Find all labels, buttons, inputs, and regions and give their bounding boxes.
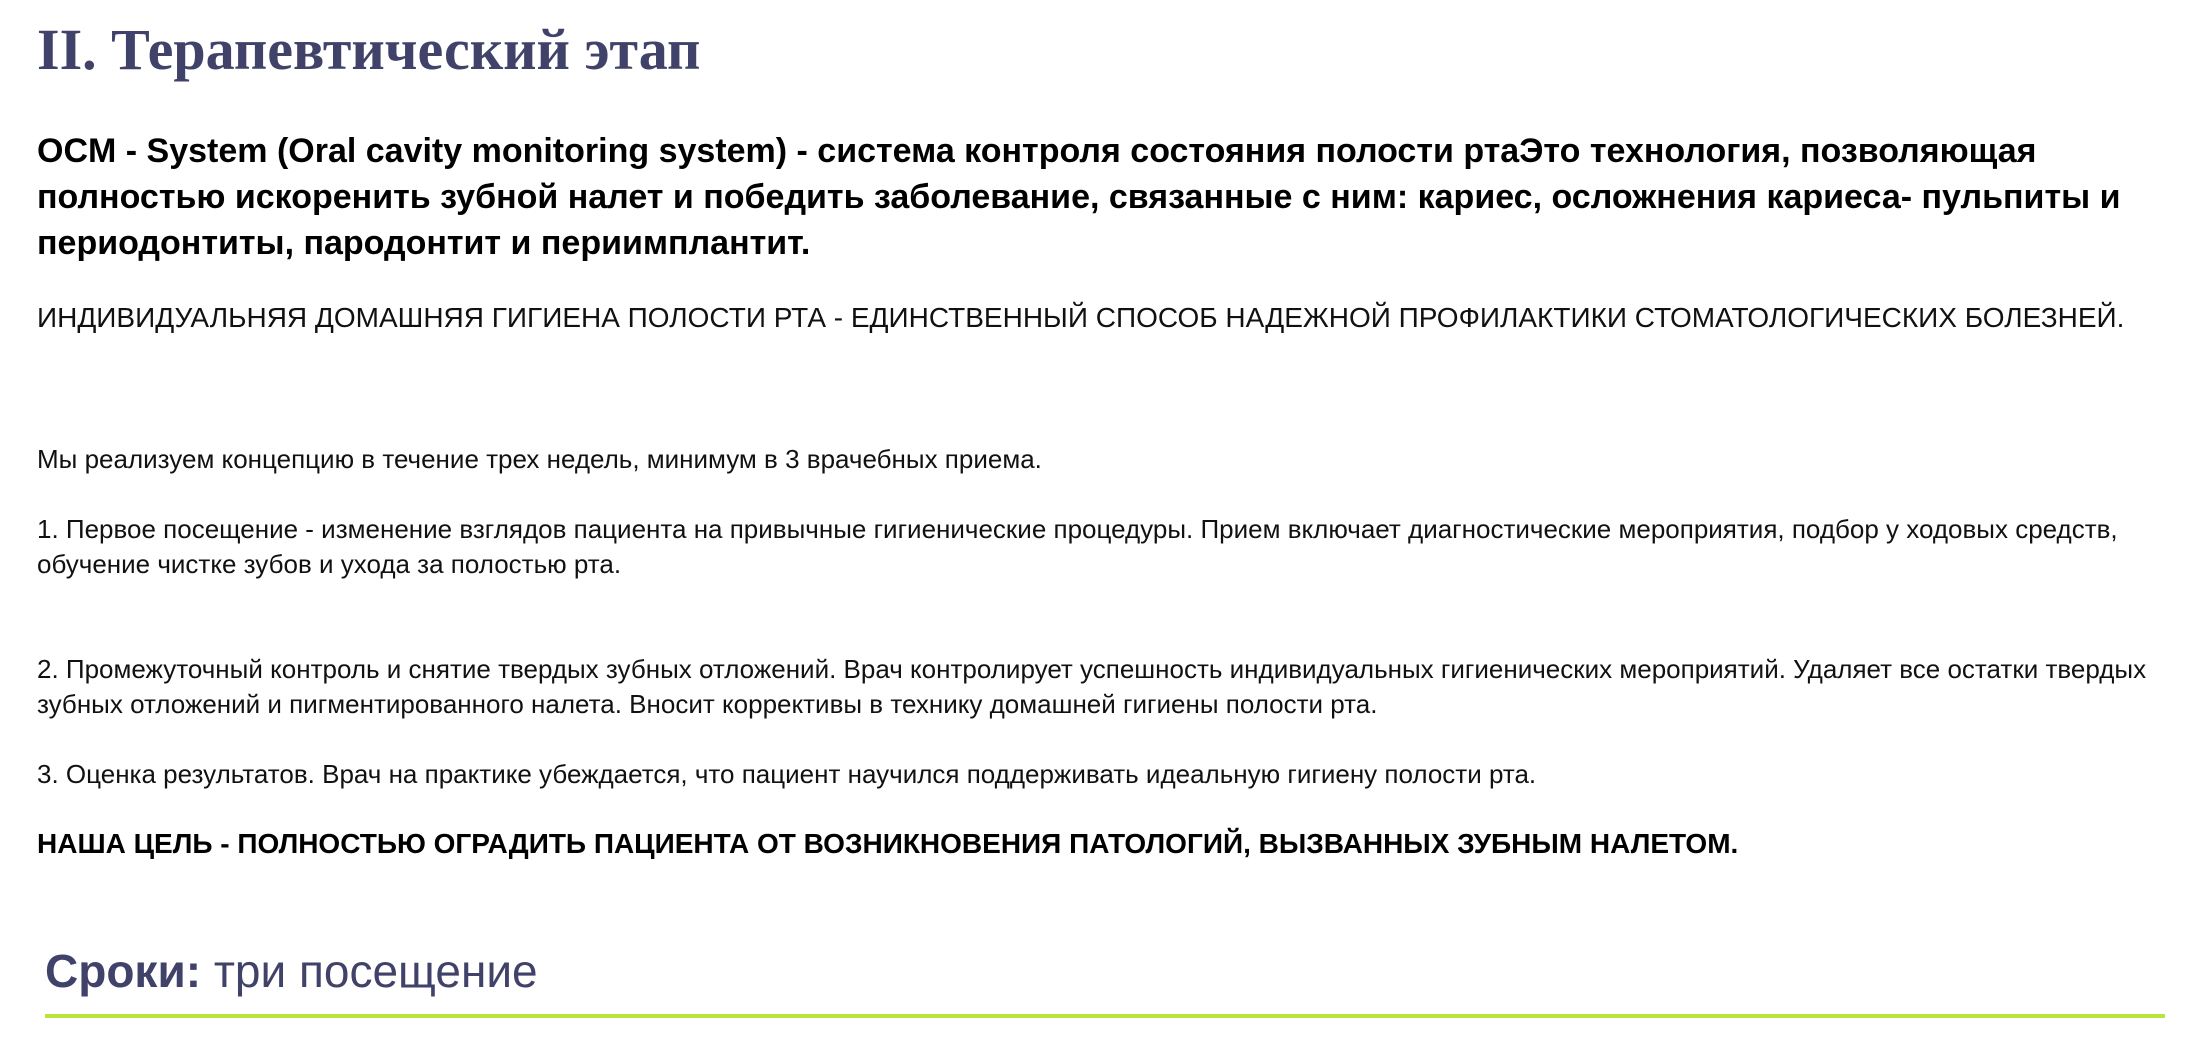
lead-paragraph: OCM - System (Oral cavity monitoring system) - система контроля состояния полости ртаЭто технология, позволяющая полностью искоренить зубной налет и победить заболевание, связанные с ним: кариес, осложнения кариеса- пульпиты и периодонтиты, пародонтит и периимплантит. xyxy=(37,132,2121,262)
terms-label: Сроки: xyxy=(45,945,202,997)
step-3-paragraph: 3. Оценка результатов. Врач на практике убеждается, что пациент научился поддерживать идеальную гигиену полости рта. xyxy=(37,759,1537,789)
terms-line xyxy=(45,944,538,998)
page-title: II. Терапевтический этап xyxy=(37,17,701,82)
goal-statement: НАША ЦЕЛЬ - ПОЛНОСТЬЮ ОГРАДИТЬ ПАЦИЕНТА ОТ ВОЗНИКНОВЕНИЯ ПАТОЛОГИЙ, ВЫЗВАННЫХ ЗУБНЫМ НАЛЕТОМ. xyxy=(37,828,1739,859)
divider-line xyxy=(45,1014,2165,1018)
terms-value: три посещение xyxy=(201,945,538,997)
intro-paragraph: Мы реализуем концепцию в течение трех недель, минимум в 3 врачебных приема. xyxy=(37,444,1042,474)
hygiene-statement: ИНДИВИДУАЛЬНЯЯ ДОМАШНЯЯ ГИГИЕНА ПОЛОСТИ РТА - ЕДИНСТВЕННЫЙ СПОСОБ НАДЕЖНОЙ ПРОФИЛАКТИКИ СТОМАТОЛОГИЧЕСКИХ БОЛЕЗНЕЙ. xyxy=(37,302,2125,333)
step-2-paragraph: 2. Промежуточный контроль и снятие твердых зубных отложений. Врач контролирует успешность индивидуальных гигиенических мероприятий. Удаляет все остатки твердых зубных отложений и пигментированного налета. Вносит коррективы в технику домашней гигиены полости рта. xyxy=(37,654,2147,719)
step-1-paragraph: 1. Первое посещение - изменение взглядов пациента на привычные гигиенические процедуры. Прием включает диагностические мероприятия, подбор у ходовых средств, обучение чистке зубов и ухода за полостью рта. xyxy=(37,514,2118,579)
